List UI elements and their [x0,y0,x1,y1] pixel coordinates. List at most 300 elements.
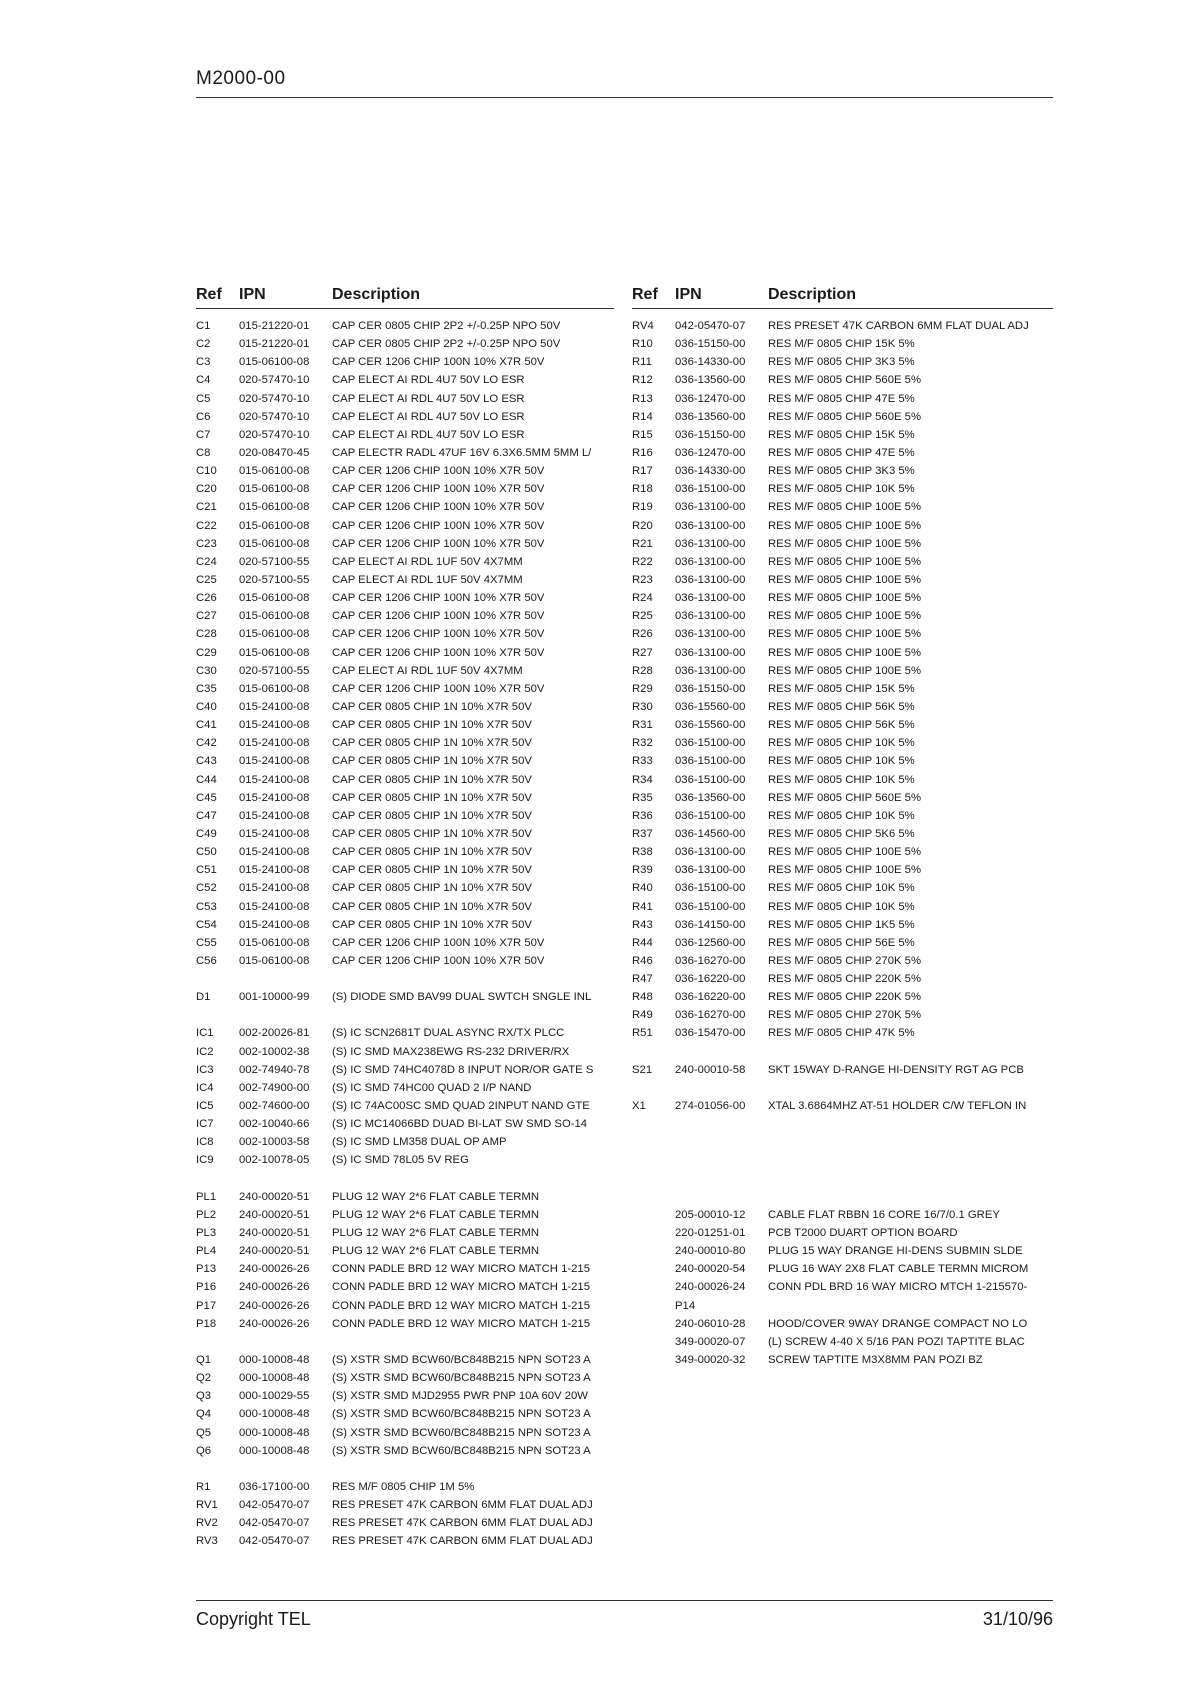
ref-cell: C2 [196,338,211,351]
ref-cell: C28 [196,628,217,641]
ipn-cell: 036-13100-00 [675,664,746,677]
ref-cell: C7 [196,428,211,441]
ipn-cell: 240-00010-58 [675,1063,746,1076]
table-row [196,374,614,392]
ref-header: Ref [632,286,658,303]
description-cell: CAP CER 0805 CHIP 1N 10% X7R 50V [332,882,532,895]
ref-cell: IC2 [196,1045,214,1058]
table-row [196,556,614,574]
table-row [196,1154,614,1172]
ipn-cell: 000-10008-48 [239,1444,310,1457]
description-cell: RES M/F 0805 CHIP 100E 5% [768,646,921,659]
ipn-cell: 020-57470-10 [239,410,310,423]
ref-cell: C23 [196,537,217,550]
ipn-cell: 015-06100-08 [239,537,310,550]
table-row [632,919,1053,937]
table-row [196,846,614,864]
ref-cell: C26 [196,592,217,605]
ipn-cell: 240-00026-26 [239,1263,310,1276]
ipn-cell: 020-57470-10 [239,428,310,441]
description-cell: RES M/F 0805 CHIP 10K 5% [768,483,915,496]
ipn-cell: 036-12470-00 [675,446,746,459]
row-spacer [632,1082,1053,1100]
ref-cell: C1 [196,320,211,332]
ref-cell: R51 [632,1027,653,1040]
ipn-cell: 000-10008-48 [239,1372,310,1385]
description-cell: CAP CER 0805 CHIP 1N 10% X7R 50V [332,827,532,840]
description-cell: (S) XSTR SMD BCW60/BC848B215 NPN SOT23 A [332,1426,591,1439]
table-row [196,520,614,538]
table-row [196,1300,614,1318]
ref-cell: R48 [632,991,653,1004]
table-row [632,1318,1053,1336]
ref-cell: C3 [196,356,211,369]
description-cell: RES M/F 0805 CHIP 56E 5% [768,936,915,949]
table-row [632,374,1053,392]
ipn-cell: 015-24100-08 [239,918,310,931]
table-row [632,937,1053,955]
description-cell: CAP CER 0805 CHIP 1N 10% X7R 50V [332,773,532,786]
table-row [632,755,1053,773]
description-cell: CAP ELECT AI RDL 4U7 50V LO ESR [332,374,525,387]
ipn-cell: P14 [675,1299,696,1312]
ipn-cell: 002-74940-78 [239,1063,310,1076]
ref-cell: P18 [196,1317,217,1330]
table-row [196,1390,614,1408]
ref-cell: C4 [196,374,211,387]
description-cell: CAP CER 0805 CHIP 1N 10% X7R 50V [332,755,532,768]
ipn-cell: 036-12560-00 [675,936,746,949]
description-cell: RES M/F 0805 CHIP 220K 5% [768,973,921,986]
table-row [196,882,614,900]
ipn-cell: 002-10003-58 [239,1136,310,1149]
document-title: M2000-00 [196,68,286,89]
ref-cell: Q3 [196,1390,212,1403]
ref-cell: C51 [196,864,217,877]
ipn-cell: 002-74600-00 [239,1100,310,1113]
ipn-cell: 349-00020-07 [675,1335,746,1348]
page-footer [196,1600,1053,1631]
ref-cell: R47 [632,973,653,986]
description-cell: RES M/F 0805 CHIP 3K3 5% [768,356,915,369]
ref-cell: R26 [632,628,653,641]
ipn-cell: 240-00020-51 [239,1227,310,1240]
table-row [632,556,1053,574]
ref-cell: C10 [196,465,217,478]
table-row [632,1281,1053,1299]
ref-cell: R10 [632,338,653,351]
ref-cell: C49 [196,827,217,840]
table-row [632,338,1053,356]
table-row [632,1209,1053,1227]
description-cell: CAP CER 1206 CHIP 100N 10% X7R 50V [332,646,545,659]
table-row [196,901,614,919]
ref-cell: IC5 [196,1100,214,1113]
ipn-cell: 015-06100-08 [239,519,310,532]
description-cell: PLUG 12 WAY 2*6 FLAT CABLE TERMN [332,1227,539,1240]
ref-cell: P17 [196,1299,217,1312]
ref-cell: R41 [632,900,653,913]
description-cell: CAP ELECT AI RDL 4U7 50V LO ESR [332,392,525,405]
description-cell: RES M/F 0805 CHIP 270K 5% [768,954,921,967]
table-row [632,574,1053,592]
ipn-cell: 240-00020-54 [675,1263,746,1276]
description-cell: RES M/F 0805 CHIP 47E 5% [768,392,915,405]
description-cell: CAP ELECT AI RDL 1UF 50V 4X7MM [332,664,523,677]
ipn-cell: 036-15100-00 [675,483,746,496]
ipn-cell: 036-13100-00 [675,864,746,877]
ref-cell: C24 [196,555,217,568]
ipn-cell: 015-06100-08 [239,501,310,514]
ipn-cell: 240-06010-28 [675,1317,746,1330]
table-row [632,538,1053,556]
row-spacer [632,1154,1053,1172]
table-row [632,447,1053,465]
ipn-cell: 036-13560-00 [675,791,746,804]
ipn-cell: 036-15100-00 [675,755,746,768]
table-row [632,647,1053,665]
ref-cell: C43 [196,755,217,768]
ipn-cell: 002-10040-66 [239,1118,310,1131]
ipn-cell: 036-15100-00 [675,773,746,786]
ref-cell: C30 [196,664,217,677]
ipn-cell: 205-00010-12 [675,1208,746,1221]
ipn-cell: 036-13100-00 [675,592,746,605]
description-cell: RES M/F 0805 CHIP 100E 5% [768,628,921,641]
ipn-cell: 240-00010-80 [675,1245,746,1258]
description-cell: RES M/F 0805 CHIP 1K5 5% [768,918,915,931]
ref-cell: R25 [632,610,653,623]
ipn-cell: 240-00020-51 [239,1245,310,1258]
row-spacer [632,1136,1053,1154]
ref-cell: R46 [632,954,653,967]
table-row [632,774,1053,792]
table-row [196,338,614,356]
table-row [632,810,1053,828]
ref-cell: R13 [632,392,653,405]
ipn-cell: 036-13100-00 [675,537,746,550]
table-row [632,1009,1053,1027]
table-row [196,737,614,755]
table-row [632,520,1053,538]
description-cell: CAP CER 0805 CHIP 2P2 +/-0.25P NPO 50V [332,338,561,351]
ref-cell: R49 [632,1009,653,1022]
ipn-cell: 015-24100-08 [239,900,310,913]
table-row [632,501,1053,519]
description-cell: CAP CER 1206 CHIP 100N 10% X7R 50V [332,610,545,623]
ref-cell: Q6 [196,1444,212,1457]
table-row [196,810,614,828]
description-cell: CABLE FLAT RBBN 16 CORE 16/7/0.1 GREY [768,1208,1000,1221]
ipn-cell: 240-00026-26 [239,1299,310,1312]
ref-cell: R15 [632,428,653,441]
description-cell: RES M/F 0805 CHIP 100E 5% [768,501,921,514]
table-row [196,429,614,447]
ref-cell: R30 [632,700,653,713]
description-cell: (S) XSTR SMD BCW60/BC848B215 NPN SOT23 A [332,1372,591,1385]
table-row [196,483,614,501]
ref-cell: R38 [632,846,653,859]
description-cell: CAP CER 0805 CHIP 1N 10% X7R 50V [332,900,532,913]
table-row [196,955,614,973]
ipn-cell: 240-00020-51 [239,1208,310,1221]
description-cell: CAP CER 1206 CHIP 100N 10% X7R 50V [332,483,545,496]
ipn-cell: 015-21220-01 [239,320,310,332]
description-cell: RES M/F 0805 CHIP 5K6 5% [768,827,915,840]
table-row [632,1300,1053,1318]
ipn-cell: 015-06100-08 [239,628,310,641]
description-header: Description [768,286,857,303]
ipn-cell: 015-06100-08 [239,465,310,478]
ipn-cell: 036-14330-00 [675,356,746,369]
document-date: 31/10/96 [982,1609,1053,1629]
table-row [196,774,614,792]
ref-cell: Q1 [196,1354,212,1367]
ref-cell: Q4 [196,1408,212,1421]
ipn-cell: 240-00026-26 [239,1281,310,1294]
table-row [196,828,614,846]
table-row [632,320,1053,338]
description-cell: CAP CER 1206 CHIP 100N 10% X7R 50V [332,501,545,514]
ipn-cell: 036-16220-00 [675,991,746,1004]
table-row [196,792,614,810]
ipn-cell: 036-15150-00 [675,682,746,695]
ref-cell: R36 [632,809,653,822]
table-row [196,501,614,519]
description-cell: RES M/F 0805 CHIP 10K 5% [768,773,915,786]
ipn-cell: 036-15150-00 [675,428,746,441]
table-row [196,1445,614,1463]
ipn-cell: 020-08470-45 [239,446,310,459]
ref-cell: C27 [196,610,217,623]
table-row [196,1136,614,1154]
ipn-header: IPN [239,286,266,303]
ref-cell: C41 [196,719,217,732]
description-cell: (S) IC 74AC00SC SMD QUAD 2INPUT NAND GTE [332,1100,590,1113]
description-cell: PLUG 16 WAY 2X8 FLAT CABLE TERMN MICROM [768,1263,1029,1276]
ref-cell: R39 [632,864,653,877]
ipn-cell: 036-15100-00 [675,737,746,750]
description-cell: CAP CER 0805 CHIP 2P2 +/-0.25P NPO 50V [332,320,561,332]
table-row [632,991,1053,1009]
description-cell: (L) SCREW 4-40 X 5/16 PAN POZI TAPTITE BLAC [768,1335,1025,1348]
description-cell: CAP CER 1206 CHIP 100N 10% X7R 50V [332,465,545,478]
ref-cell: C44 [196,773,217,786]
ipn-cell: 002-10078-05 [239,1154,310,1167]
description-cell: RES M/F 0805 CHIP 100E 5% [768,573,921,586]
description-cell: (S) XSTR SMD MJD2955 PWR PNP 10A 60V 20W [332,1390,588,1403]
table-row [196,755,614,773]
table-row [196,447,614,465]
table-row [632,1027,1053,1045]
table-row [632,1064,1053,1082]
ipn-cell: 000-10008-48 [239,1426,310,1439]
ipn-cell: 036-14150-00 [675,918,746,931]
table-row [196,320,614,338]
table-row [196,1263,614,1281]
table-row [632,465,1053,483]
ref-cell: RV2 [196,1517,218,1530]
ipn-cell: 036-13100-00 [675,519,746,532]
ipn-cell: 036-13100-00 [675,573,746,586]
ipn-cell: 015-24100-08 [239,882,310,895]
description-cell: CAP CER 0805 CHIP 1N 10% X7R 50V [332,791,532,804]
row-spacer [196,1336,614,1354]
table-row [196,1499,614,1517]
ipn-cell: 015-06100-08 [239,610,310,623]
description-cell: CAP ELECT AI RDL 1UF 50V 4X7MM [332,555,523,568]
ref-cell: P16 [196,1281,217,1294]
ref-cell: R17 [632,465,653,478]
ref-cell: R28 [632,664,653,677]
table-row [196,683,614,701]
ipn-cell: 002-74900-00 [239,1081,310,1094]
ref-cell: C8 [196,446,211,459]
description-cell: CAP CER 1206 CHIP 100N 10% X7R 50V [332,954,545,967]
table-row [632,1336,1053,1354]
ref-cell: C52 [196,882,217,895]
description-cell: RES M/F 0805 CHIP 56K 5% [768,700,915,713]
ipn-cell: 036-16270-00 [675,954,746,967]
ipn-cell: 020-57100-55 [239,573,310,586]
table-row [196,393,614,411]
ipn-cell: 036-17100-00 [239,1481,310,1493]
ref-cell: R43 [632,918,653,931]
description-cell: CAP CER 1206 CHIP 100N 10% X7R 50V [332,682,545,695]
row-spacer [632,1046,1053,1064]
description-cell: CAP ELECT AI RDL 4U7 50V LO ESR [332,410,525,423]
description-cell: PCB T2000 DUART OPTION BOARD [768,1227,958,1240]
ipn-cell: 002-10002-38 [239,1045,310,1058]
ref-cell: R19 [632,501,653,514]
table-row [196,465,614,483]
table-row [632,665,1053,683]
ipn-cell: 015-24100-08 [239,773,310,786]
ipn-cell: 220-01251-01 [675,1227,746,1240]
description-cell: HOOD/COVER 9WAY DRANGE COMPACT NO LO [768,1317,1028,1330]
description-cell: CAP ELECT AI RDL 1UF 50V 4X7MM [332,573,523,586]
ipn-cell: 020-57470-10 [239,392,310,405]
ipn-cell: 020-57100-55 [239,664,310,677]
description-cell: RES M/F 0805 CHIP 100E 5% [768,664,921,677]
ref-cell: R20 [632,519,653,532]
table-row [196,592,614,610]
ref-cell: R44 [632,936,653,949]
description-cell: RES M/F 0805 CHIP 1M 5% [332,1481,475,1493]
description-cell: RES M/F 0805 CHIP 560E 5% [768,791,921,804]
table-row [632,955,1053,973]
ref-cell: C25 [196,573,217,586]
ref-cell: IC3 [196,1063,214,1076]
ipn-cell: 015-24100-08 [239,864,310,877]
table-row [196,864,614,882]
ref-cell: IC9 [196,1154,214,1167]
ipn-cell: 000-10008-48 [239,1408,310,1421]
table-row [196,610,614,628]
ref-cell: R33 [632,755,653,768]
ipn-cell: 015-06100-08 [239,682,310,695]
ipn-cell: 015-24100-08 [239,755,310,768]
ref-cell: C29 [196,646,217,659]
table-row [196,1517,614,1535]
ipn-cell: 001-10000-99 [239,991,310,1004]
parts-list-right-body [632,320,1053,1372]
ref-cell: D1 [196,991,211,1004]
ref-cell: R27 [632,646,653,659]
description-cell: RES M/F 0805 CHIP 10K 5% [768,755,915,768]
table-row [196,1427,614,1445]
ipn-cell: 036-13100-00 [675,610,746,623]
ipn-cell: 274-01056-00 [675,1100,746,1113]
table-row [632,701,1053,719]
ref-cell: Q5 [196,1426,212,1439]
description-cell: RES M/F 0805 CHIP 15K 5% [768,428,915,441]
description-cell: RES PRESET 47K CARBON 6MM FLAT DUAL ADJ [332,1517,593,1530]
row-spacer [196,1009,614,1027]
ipn-cell: 002-20026-81 [239,1027,310,1040]
ipn-cell: 036-16270-00 [675,1009,746,1022]
table-row [632,1354,1053,1372]
table-row [632,846,1053,864]
description-cell: (S) IC SMD 74HC4078D 8 INPUT NOR/OR GATE S [332,1063,594,1076]
description-cell: RES M/F 0805 CHIP 220K 5% [768,991,921,1004]
ref-cell: S21 [632,1063,653,1076]
row-spacer [196,973,614,991]
description-cell: XTAL 3.6864MHZ AT-51 HOLDER C/W TEFLON IN [768,1100,1027,1113]
ipn-cell: 240-00020-51 [239,1190,310,1203]
ipn-cell: 036-15150-00 [675,338,746,351]
table-row [196,538,614,556]
table-row [632,973,1053,991]
description-cell: (S) IC SMD 78L05 5V REG [332,1154,469,1167]
ipn-cell: 036-15560-00 [675,700,746,713]
ref-cell: IC4 [196,1081,214,1094]
description-cell: CONN PADLE BRD 12 WAY MICRO MATCH 1-215 [332,1263,590,1276]
ref-cell: R35 [632,791,653,804]
description-cell: CAP CER 1206 CHIP 100N 10% X7R 50V [332,356,545,369]
ref-cell: R18 [632,483,653,496]
table-row [196,1082,614,1100]
table-row [196,356,614,374]
row-spacer [196,1463,614,1481]
description-cell: CAP CER 0805 CHIP 1N 10% X7R 50V [332,846,532,859]
ref-cell: C21 [196,501,217,514]
description-cell: RES M/F 0805 CHIP 100E 5% [768,537,921,550]
description-cell: RES M/F 0805 CHIP 15K 5% [768,338,915,351]
ipn-cell: 000-10008-48 [239,1354,310,1367]
description-cell: (S) XSTR SMD BCW60/BC848B215 NPN SOT23 A [332,1444,591,1457]
description-cell: RES M/F 0805 CHIP 47K 5% [768,1027,915,1040]
ref-cell: R22 [632,555,653,568]
ref-cell: R24 [632,592,653,605]
ref-cell: C55 [196,936,217,949]
table-row [196,1209,614,1227]
description-cell: CONN PADLE BRD 12 WAY MICRO MATCH 1-215 [332,1281,590,1294]
description-cell: RES M/F 0805 CHIP 3K3 5% [768,465,915,478]
description-cell: CAP CER 0805 CHIP 1N 10% X7R 50V [332,700,532,713]
table-row [632,610,1053,628]
table-row [632,592,1053,610]
description-cell: PLUG 15 WAY DRANGE HI-DENS SUBMIN SLDE [768,1245,1023,1258]
table-row [196,1046,614,1064]
column-header [632,286,1053,309]
table-row [196,1535,614,1553]
table-row [196,1318,614,1336]
ipn-cell: 042-05470-07 [239,1535,310,1548]
table-row [196,991,614,1009]
description-cell: CONN PADLE BRD 12 WAY MICRO MATCH 1-215 [332,1317,590,1330]
ref-cell: R40 [632,882,653,895]
